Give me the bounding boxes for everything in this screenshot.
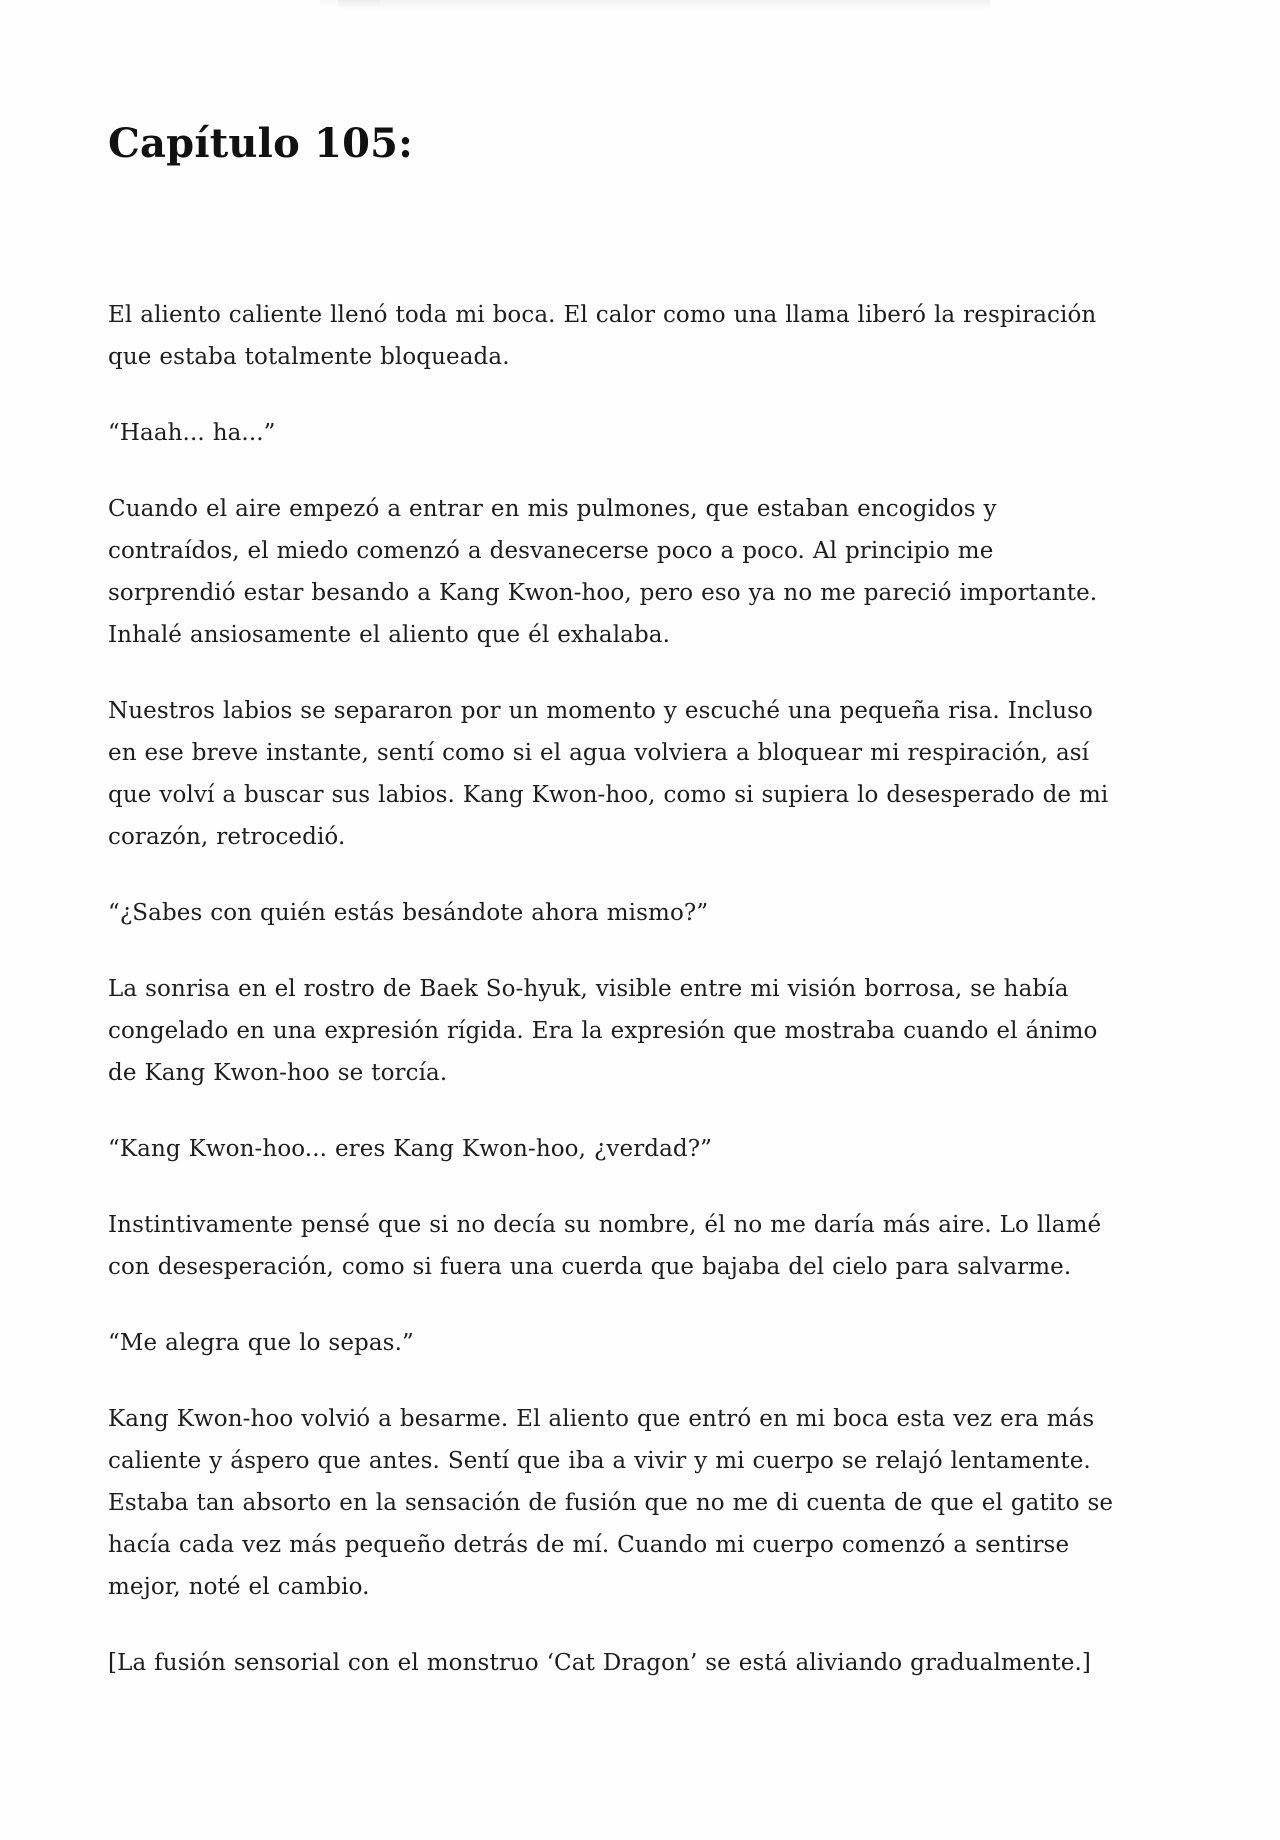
system-message-line: [La fusión sensorial con el monstruo ‘Cat Dragon’ se está aliviando gradualmente.] xyxy=(108,1650,1091,1676)
paragraph: El aliento caliente llenó toda mi boca. El calor como una llama liberó la respiración que estaba totalmente bloqueada. xyxy=(108,302,1097,370)
paragraph: La sonrisa en el rostro de Baek So-hyuk, visible entre mi visión borrosa, se había congelado en una expresión rígida. Era la expresión que mostraba cuando el ánimo de Kang Kwon-hoo se torcía. xyxy=(108,976,1098,1086)
scrolled-content-edge xyxy=(338,0,990,10)
dialogue-line: “Haah... ha...” xyxy=(108,420,276,446)
chapter-title: Capítulo 105: xyxy=(108,120,414,167)
dialogue-line: “Me alegra que lo sepas.” xyxy=(108,1330,414,1356)
paragraph: Cuando el aire empezó a entrar en mis pulmones, que estaban encogidos y contraídos, el miedo comenzó a desvanecerse poco a poco. Al principio me sorprendió estar besando a Kang Kwon-hoo, pero eso ya no me pareció importante. Inhalé ansiosamente el aliento que él exhalaba. xyxy=(108,496,1098,648)
paragraph: Nuestros labios se separaron por un momento y escuché una pequeña risa. Incluso en ese breve instante, sentí como si el agua volviera a bloquear mi respiración, así que volví a buscar sus labios. Kang Kwon-hoo, como si supiera lo desesperado de mi corazón, retrocedió. xyxy=(108,698,1109,850)
paragraph: Instintivamente pensé que si no decía su nombre, él no me daría más aire. Lo llamé con desesperación, como si fuera una cuerda que bajaba del cielo para salvarme. xyxy=(108,1212,1102,1280)
dialogue-line: “Kang Kwon-hoo... eres Kang Kwon-hoo, ¿verdad?” xyxy=(108,1136,713,1162)
chapter-body xyxy=(108,294,1120,1684)
paragraph: Kang Kwon-hoo volvió a besarme. El aliento que entró en mi boca esta vez era más caliente y áspero que antes. Sentí que iba a vivir y mi cuerpo se relajó lentamente. Estaba tan absorto en la sensación de fusión que no me di cuenta de que el gatito se hacía cada vez más pequeño detrás de mí. Cuando mi cuerpo comenzó a sentirse mejor, noté el cambio. xyxy=(108,1406,1114,1600)
dialogue-line: “¿Sabes con quién estás besándote ahora mismo?” xyxy=(108,900,709,926)
